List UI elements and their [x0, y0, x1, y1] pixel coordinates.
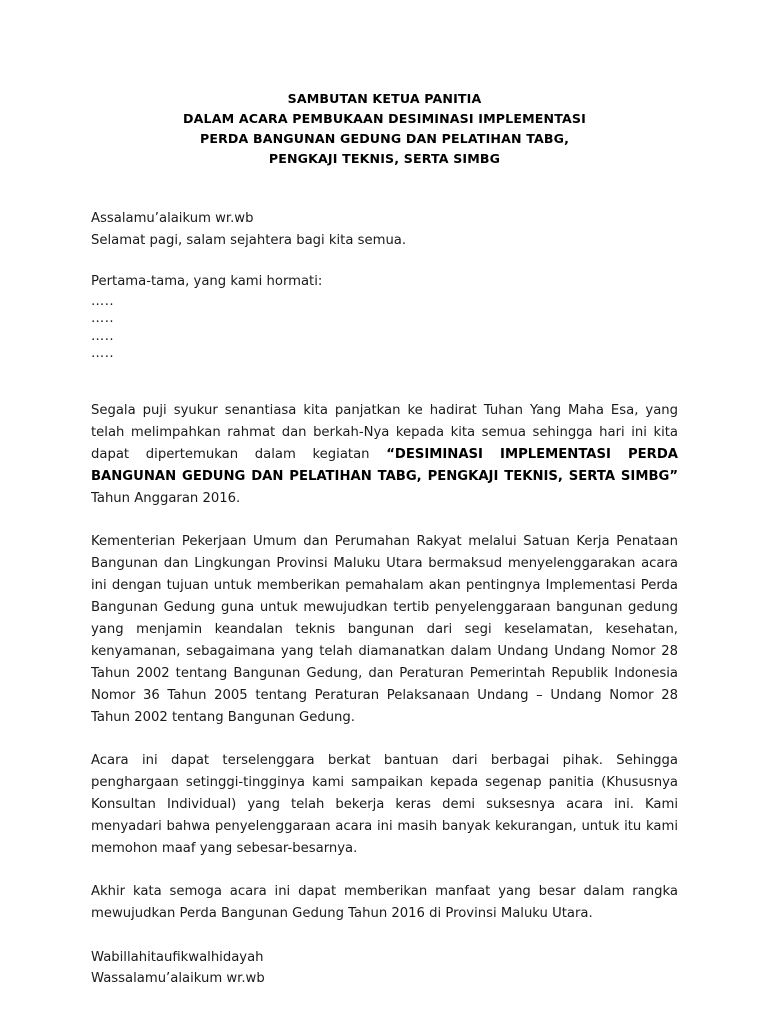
honorifics-block — [91, 271, 678, 363]
list-item: ….. — [91, 328, 115, 344]
document-content — [91, 0, 678, 990]
title-line-4: PENGKAJI TEKNIS, SERTA SIMBG — [268, 151, 501, 166]
title-line-3: PERDA BANGUNAN GEDUNG DAN PELATIHAN TABG, — [199, 131, 570, 146]
list-item: ….. — [91, 346, 115, 361]
paragraph-penghargaan: Acara ini dapat terselenggara berkat bantuan dari berbagai pihak. Sehingga penghargaan setinggi-tingginya kami sampaikan kepada segenap panitia (Khususnya Konsultan Individual) yang telah bekerja keras demi suksesnya acara ini. Kami menyadari bahwa penyelenggaraan acara ini masih banyak kekurangan, untuk itu kami memohon maaf yang sebesar-besarnya. — [91, 752, 678, 856]
paragraph-syukur-text-after: Tahun Anggaran 2016. — [91, 490, 241, 506]
list-item: ….. — [91, 311, 115, 326]
paragraph-syukur-event-title: “DESIMINASI IMPLEMENTASI PERDA BANGUNAN GEDUNG DAN PELATIHAN TABG, PENGKAJI TEKNIS, SERTA SIMBG” — [91, 446, 678, 484]
document-title — [91, 89, 678, 169]
paragraph-kementerian: Kementerian Pekerjaan Umum dan Perumahan Rakyat melalui Satuan Kerja Penataan Bangunan dan Lingkungan Provinsi Maluku Utara bermaksud menyelenggarakan acara ini dengan tujuan untuk memberikan pemahalam akan pentingnya Implementasi Perda Bangunan Gedung guna untuk mewujudkan tertib penyelenggaraan bangunan gedung yang menjamin keandalan teknis bangunan dari segi keselamatan, kesehatan, kenyamanan, sebagaimana yang telah diamanatkan dalam Undang Undang Nomor 28 Tahun 2002 tentang Bangunan Gedung, dan Peraturan Pemerintah Republik Indonesia Nomor 36 Tahun 2005 tentang Peraturan Pelaksanaan Undang – Undang Nomor 28 Tahun 2002 tentang Bangunan Gedung. — [91, 533, 678, 725]
title-line-2: DALAM ACARA PEMBUKAAN DESIMINASI IMPLEMENTASI — [183, 111, 586, 126]
greeting-morning: Selamat pagi, salam sejahtera bagi kita semua. — [91, 232, 407, 248]
honorifics-intro: Pertama-tama, yang kami hormati: — [91, 274, 323, 289]
closing-block — [91, 947, 678, 990]
greeting-block — [91, 208, 678, 251]
closing-wassalamu: Wassalamu’alaikum wr.wb — [91, 971, 265, 986]
closing-wabillahi: Wabillahitaufikwalhidayah — [91, 949, 264, 965]
paragraph-akhir-kata: Akhir kata semoga acara ini dapat memberikan manfaat yang besar dalam rangka mewujudkan Perda Bangunan Gedung Tahun 2016 di Provinsi Maluku Utara. — [91, 883, 678, 921]
paragraph-syukur — [91, 400, 678, 510]
paragraph-syukur-text-before: Segala puji syukur senantiasa kita panjatkan ke hadirat Tuhan Yang Maha Esa, yang telah melimpahkan rahmat dan berkah-Nya kepada kita semua sehingga hari ini kita dapat dipertemukan dalam kegiatan — [91, 402, 678, 462]
greeting-salutation: Assalamu’alaikum wr.wb — [91, 211, 254, 226]
title-line-1: SAMBUTAN KETUA PANITIA — [287, 91, 482, 106]
honorifics-placeholder-list — [91, 293, 678, 363]
list-item: ….. — [91, 293, 115, 309]
document-body — [91, 400, 678, 925]
